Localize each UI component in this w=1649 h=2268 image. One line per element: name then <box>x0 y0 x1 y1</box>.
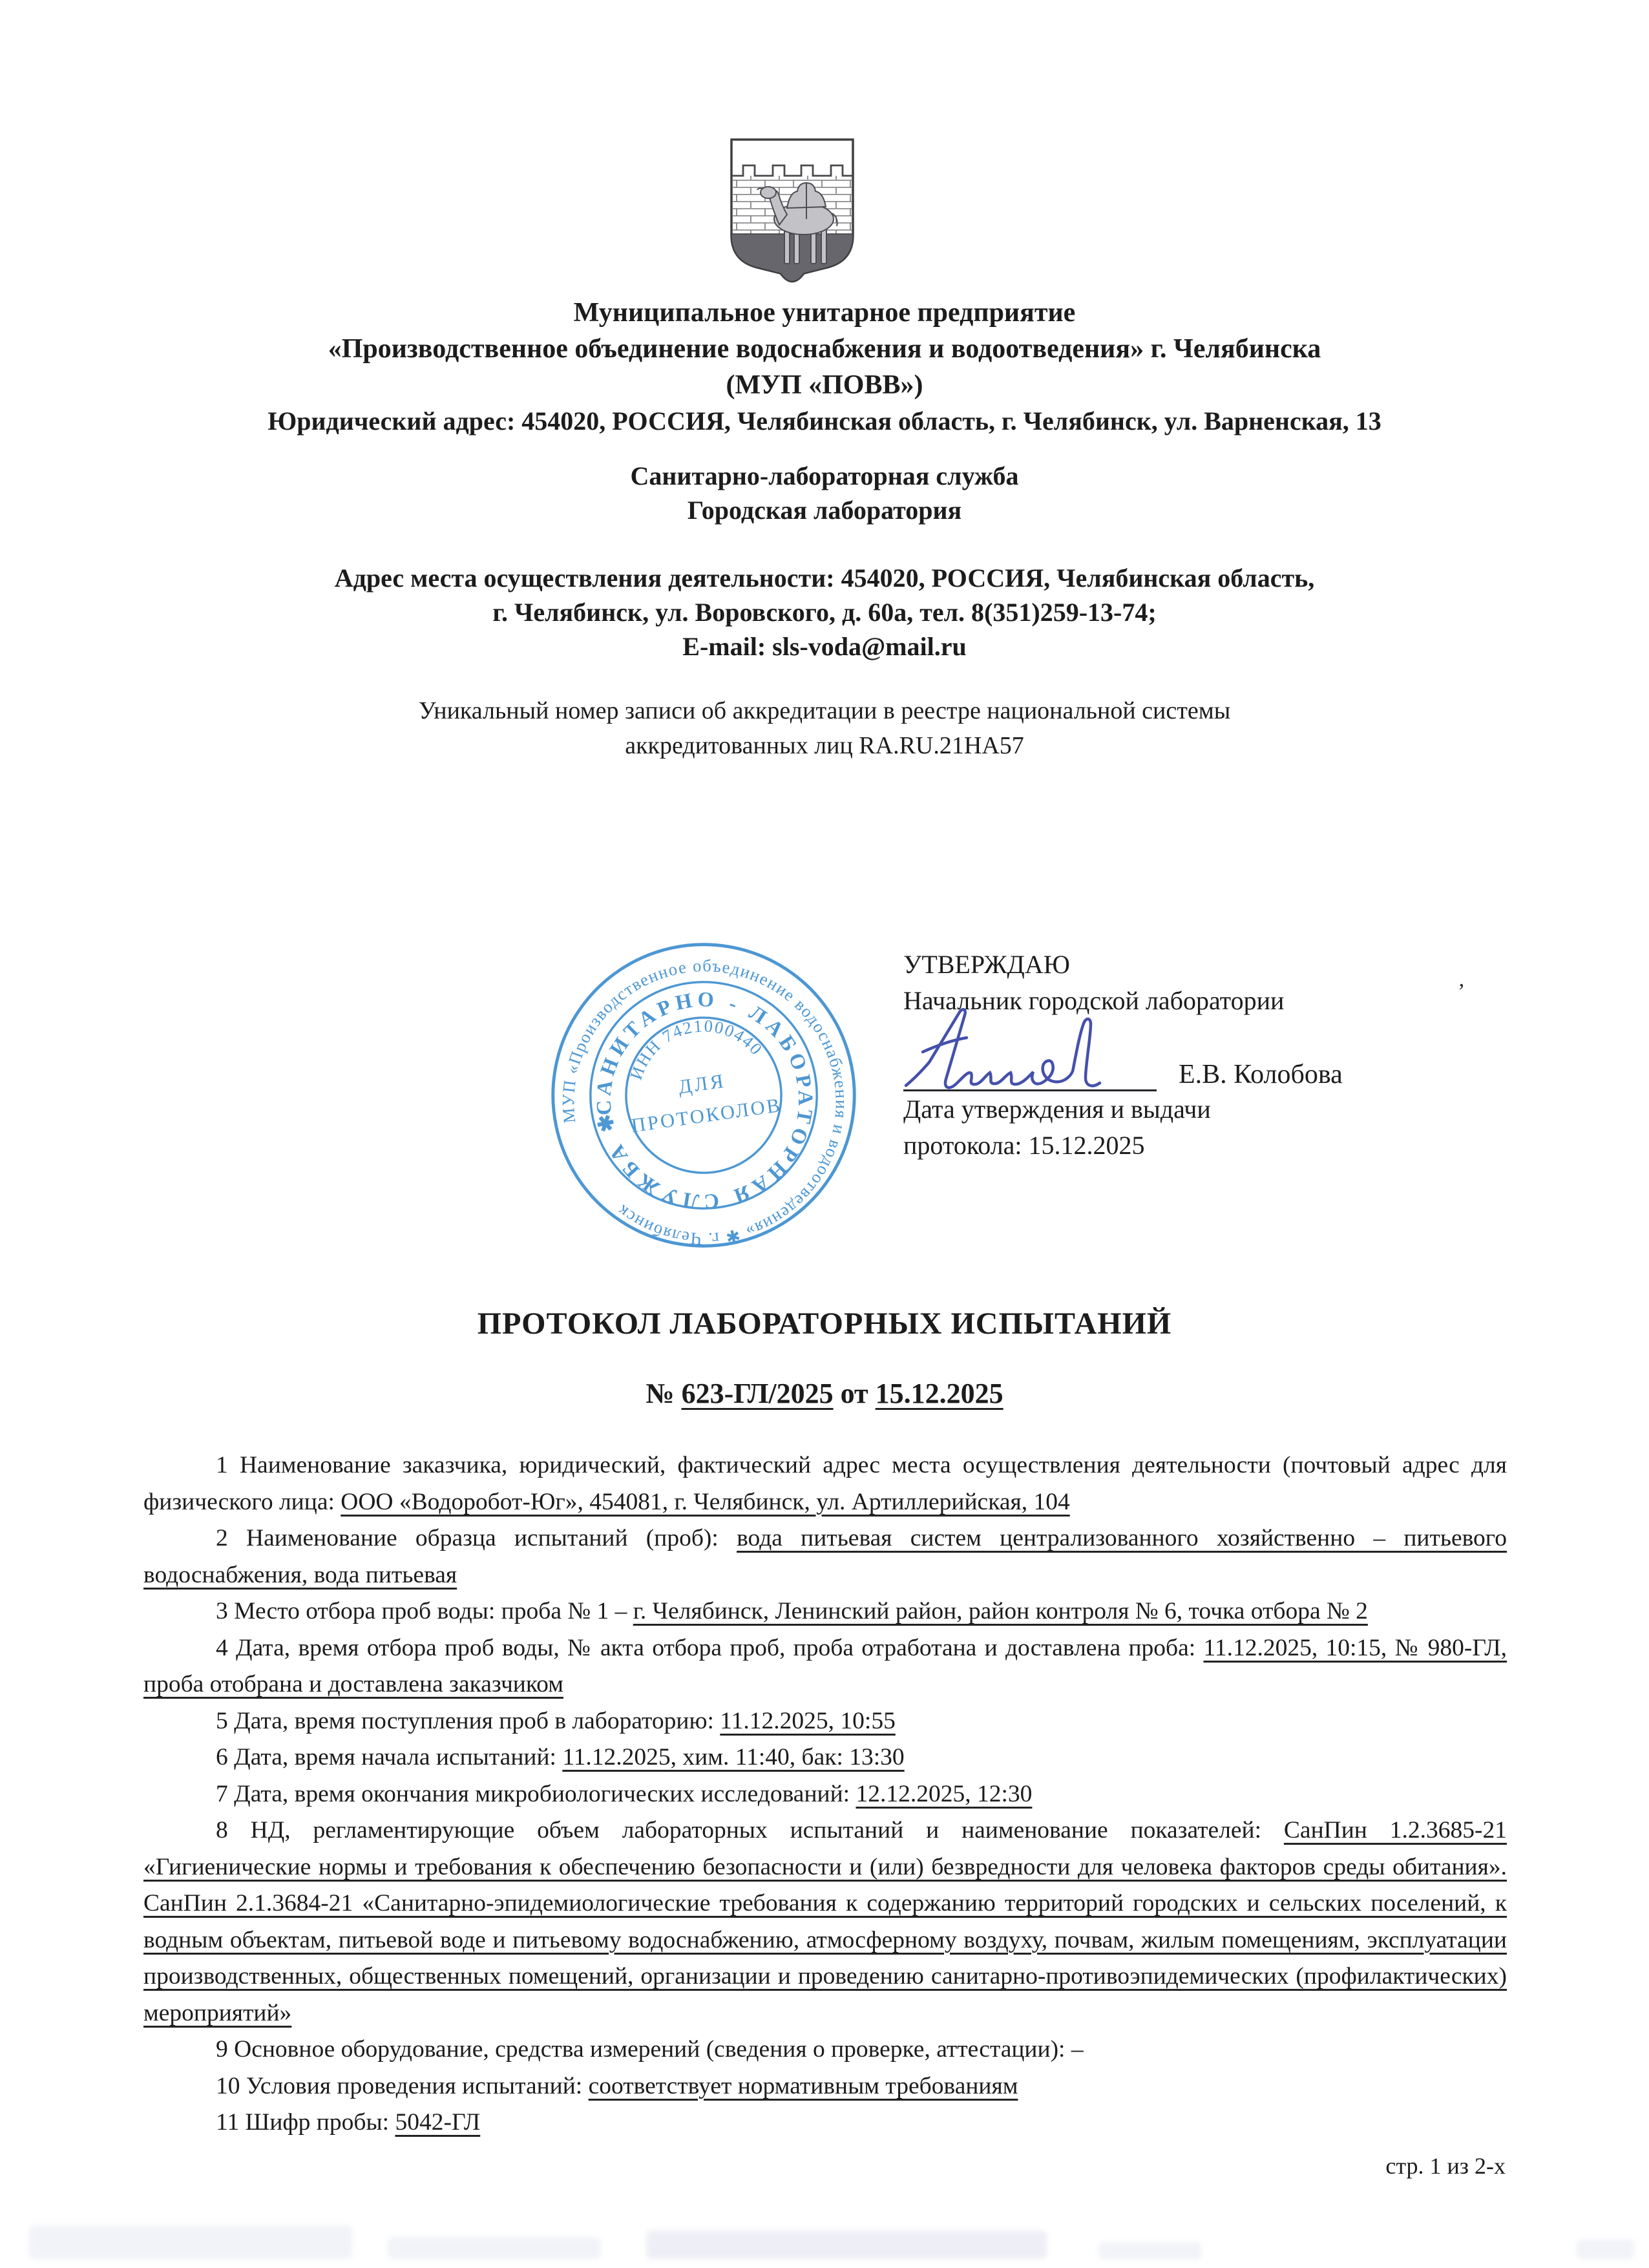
activity-address <box>0 561 1649 664</box>
protocol-item-3 <box>143 1593 1507 1630</box>
filled-value: 11.12.2025, 10:55 <box>720 1707 896 1734</box>
protocol-items <box>143 1447 1507 2141</box>
page-number: стр. 1 из 2-х <box>1385 2152 1506 2179</box>
approver-position: Начальник городской лаборатории <box>903 986 1285 1015</box>
item-text: № <box>646 1378 682 1409</box>
stamp-center-line2: ПРОТОКОЛОВ <box>629 1093 783 1137</box>
org-abbreviation: (МУП «ПОВВ») <box>726 370 923 400</box>
item-text: 1 Наименование заказчика, юридический, фактический адрес места осуществления деятельности (почтовый адрес для физического лица: <box>143 1452 1507 1515</box>
item-text: 5 Дата, время поступления проб в лабораторию: <box>216 1707 720 1734</box>
stamp-inn-text: ИНН 7421000440 <box>625 1016 767 1082</box>
filled-value: вода питьевая систем централизованного хозяйственно – питьевого водоснабжения, вода питьевая <box>143 1525 1507 1588</box>
item-text: 10 Условия проведения испытаний: <box>216 2072 589 2099</box>
filled-value: 623-ГЛ/2025 <box>681 1378 834 1409</box>
item-text: 7 Дата, время окончания микробиологических исследований: <box>216 1780 856 1807</box>
accreditation-line2: аккредитованных лиц RA.RU.21НА57 <box>625 732 1024 759</box>
stamp-center-line1: ДЛЯ <box>677 1069 728 1098</box>
signature-row <box>903 1019 1517 1091</box>
protocol-item-1 <box>143 1447 1507 1520</box>
filled-value: г. Челябинск, Ленинский район, район контроля № 6, точка отбора № 2 <box>633 1598 1368 1624</box>
approval-date-line1: Дата утверждения и выдачи <box>903 1095 1211 1124</box>
filled-value: 12.12.2025, 12:30 <box>856 1780 1033 1807</box>
protocol-item-7 <box>143 1776 1507 1813</box>
stamp-middle-ring-text: САНИТАРНО - ЛАБОРАТОРНАЯ СЛУЖБА ✱ <box>592 988 817 1213</box>
accreditation-line1: Уникальный номер записи об аккредитации в реестре национальной системы <box>418 697 1231 724</box>
approval-heading: УТВЕРЖДАЮ <box>903 950 1070 979</box>
item-text: 11 Шифр пробы: <box>216 2109 395 2136</box>
org-name-line1: Муниципальное унитарное предприятие <box>573 298 1076 328</box>
service-line1: Санитарно-лабораторная служба <box>630 461 1019 490</box>
item-text: 4 Дата, время отбора проб воды, № акта отбора проб, проба отработана и доставлена проба: <box>216 1634 1204 1661</box>
approval-section <box>0 917 1649 1305</box>
scan-artifact-mark: ’ <box>1458 980 1465 1003</box>
signature-line <box>903 1017 1157 1091</box>
document-title: ПРОТОКОЛ ЛАБОРАТОРНЫХ ИСПЫТАНИЙ <box>477 1307 1172 1341</box>
document-number <box>0 1376 1649 1412</box>
service-header <box>0 459 1649 527</box>
item-text: 8 НД, регламентирующие объем лабораторных испытаний и наименование показателей: <box>216 1817 1284 1843</box>
chelyabinsk-coat-of-arms-icon <box>729 137 856 291</box>
service-line2: Городская лаборатория <box>687 496 962 525</box>
org-name-line2: «Производственное объединение водоснабжения и водоотведения» г. Челябинска <box>328 334 1321 364</box>
protocol-item-2 <box>143 1520 1507 1593</box>
item-text: 3 Место отбора проб воды: проба № 1 – <box>216 1598 633 1624</box>
filled-value: 15.12.2025 <box>875 1378 1003 1409</box>
filled-value: 11.12.2025, 10:15, № 980-ГЛ, проба отобрана и доставлена заказчиком <box>143 1634 1507 1697</box>
stamp-outer-ring-text: МУП «Производственное объединение водоснабжения и водоотведения» ✱ г. Челябинск <box>558 956 852 1249</box>
approval-date-line2: протокола: 15.12.2025 <box>903 1131 1145 1160</box>
protocol-item-4 <box>143 1630 1507 1703</box>
filled-value: ООО «Водоробот-Юг», 454081, г. Челябинск, ул. Артиллерийская, 104 <box>341 1488 1070 1515</box>
item-text: 6 Дата, время начала испытаний: <box>216 1744 563 1770</box>
page-bleed-through-artifact <box>0 2214 1649 2259</box>
approval-block <box>903 947 1517 1164</box>
signer-name: Е.В. Колобова <box>1179 1060 1343 1089</box>
item-text: 9 Основное оборудование, средства измерений (сведения о проверке, аттестации): – <box>216 2036 1084 2063</box>
protocol-item-5 <box>143 1703 1507 1740</box>
protocol-item-9 <box>143 2032 1507 2068</box>
protocol-item-10 <box>143 2068 1507 2105</box>
accreditation-note <box>0 693 1649 763</box>
activity-address-line1: Адрес места осуществления деятельности: 454020, РОССИЯ, Челябинская область, <box>334 563 1315 593</box>
item-text: от <box>833 1378 876 1409</box>
protocol-item-11 <box>143 2105 1507 2141</box>
protocol-item-6 <box>143 1739 1507 1776</box>
filled-value: СанПин 1.2.3685-21 «Гигиенические нормы и требования к обеспечению безопасности и (или) безвредности для человека факторов среды обитания». СанПин 2.1.3684-21 «Санитарно-эпидемиологические требования к содержанию территорий городских и сельских поселений, к водным объектам, питьевой воде и питьевому водоснабжению, атмосферному воздуху, почвам, жилым помещениям, эксплуатации производственных, общественных помещений, организации и проведению санитарно-противоэпидемических (профилактических) мероприятий» <box>143 1817 1507 2026</box>
protocol-item-8 <box>143 1812 1507 2032</box>
round-stamp-for-protocols <box>545 936 863 1254</box>
activity-address-email: E-mail: sls-voda@mail.ru <box>682 632 967 661</box>
org-legal-address: Юридический адрес: 454020, РОССИЯ, Челябинская область, г. Челябинск, ул. Варненская, 13 <box>268 406 1381 436</box>
filled-value: 11.12.2025, хим. 11:40, бак: 13:30 <box>562 1744 905 1770</box>
activity-address-line2: г. Челябинск, ул. Воровского, д. 60а, тел. 8(351)259-13-74; <box>492 598 1157 627</box>
item-text: 2 Наименование образца испытаний (проб): <box>216 1525 737 1551</box>
filled-value: соответствует нормативным требованиям <box>588 2072 1018 2099</box>
org-header <box>0 295 1649 439</box>
filled-value: 5042-ГЛ <box>395 2109 481 2136</box>
